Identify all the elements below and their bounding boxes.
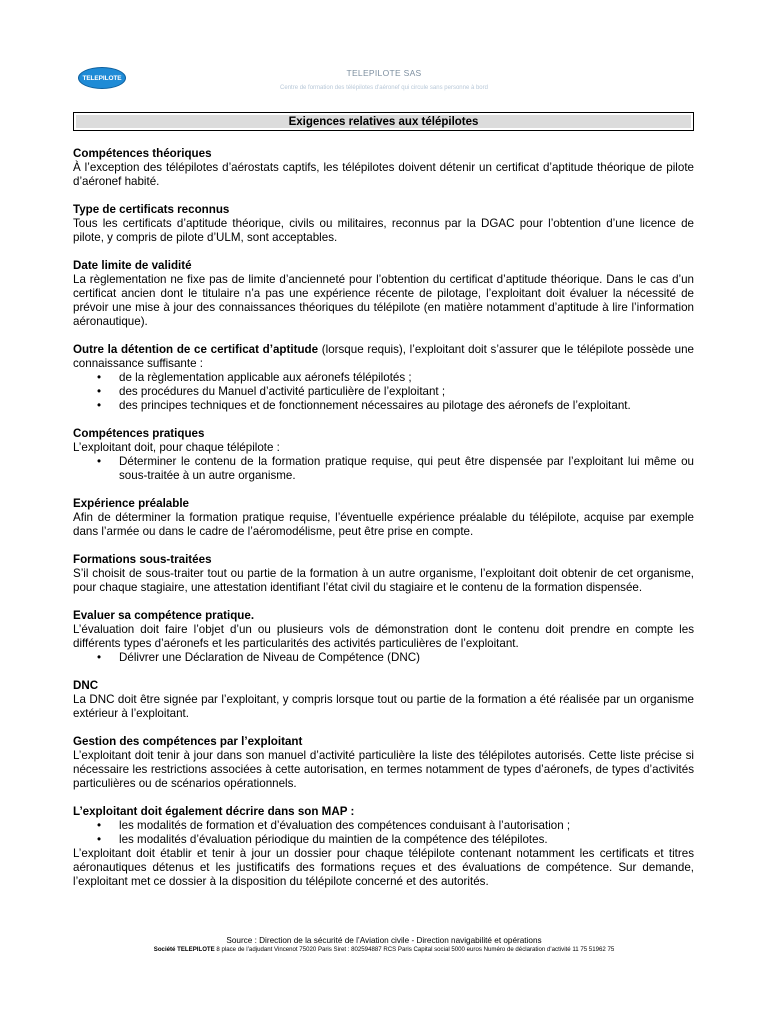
list-item [73, 399, 694, 413]
section-heading: Gestion des compétences par l’exploitant [73, 735, 303, 748]
section-after-text: L’exploitant doit établir et tenir à jour un dossier pour chaque télépilote contenant notamment les certificats et titres aéronautiques détenus et les justificatifs des formations reçues et des évaluations de compétence. Sur demande, l’exploitant met ce dossier à la disposition du télépilote concerné et des autorités. [73, 847, 694, 888]
footer-company-details: 8 place de l’adjudant Vincenot 75020 Paris Siret : 802594887 RCS Paris Capital social 5000 euros Numéro de déclaration d’activité 11 75 51962 75 [214, 946, 615, 953]
bullet-icon: • [97, 455, 102, 468]
section-experience-prealable [73, 497, 694, 539]
bullet-list [73, 651, 694, 665]
bullet-list [73, 371, 694, 413]
document-title: Exigences relatives aux télépilotes [76, 115, 691, 128]
section-text: L’exploitant doit tenir à jour dans son manuel d’activité particulière la liste des télépilotes autorisés. Cette liste précise si nécessaire les restrictions associées à cette autorisation, en termes notamment de types d’aéronefs, de types d’activités particulières ou de scénarios opérationnels. [73, 749, 694, 790]
list-item-text: Délivrer une Déclaration de Niveau de Compétence (DNC) [119, 651, 420, 664]
page-footer [0, 936, 768, 953]
list-item [73, 385, 694, 399]
section-type-certificats [73, 203, 694, 245]
list-item-text: des principes techniques et de fonctionnement nécessaires au pilotage des aéronefs de l’exploitant. [119, 399, 631, 412]
section-heading: Outre la détention de ce certificat d’aptitude [73, 343, 319, 356]
list-item-text: les modalités d’évaluation périodique du maintien de la compétence des télépilotes. [119, 833, 548, 846]
section-heading: Date limite de validité [73, 259, 192, 272]
section-competences-pratiques [73, 427, 694, 483]
section-heading: L’exploitant doit également décrire dans son MAP : [73, 805, 355, 818]
bullet-icon: • [97, 371, 102, 384]
section-text: L’exploitant doit, pour chaque télépilote : [73, 441, 280, 454]
section-paragraph [73, 343, 694, 371]
section-text: À l’exception des télépilotes d’aérostats captifs, les télépilotes doivent détenir un certificat d’aptitude théorique de pilote d’aéronef habité. [73, 161, 694, 188]
section-map [73, 805, 694, 889]
list-item [73, 819, 694, 833]
section-date-limite [73, 259, 694, 329]
section-text: Tous les certificats d’aptitude théorique, civils ou militaires, reconnus par la DGAC pour l’obtention d’une licence de pilote, y compris de pilote d’ULM, sont acceptables. [73, 217, 694, 244]
section-heading: Compétences théoriques [73, 147, 212, 160]
footer-company-info [0, 946, 768, 953]
section-outre-detention [73, 343, 694, 413]
bullet-list [73, 819, 694, 847]
section-text: Afin de déterminer la formation pratique requise, l’éventuelle expérience préalable du télépilote, acquise par exemple dans l’armée ou dans le cadre de l’aéromodélisme, peut être prise en compte. [73, 511, 694, 538]
section-heading: Expérience préalable [73, 497, 189, 510]
list-item-text: de la règlementation applicable aux aéronefs télépilotés ; [119, 371, 412, 384]
section-heading: Formations sous-traitées [73, 553, 212, 566]
bullet-icon: • [97, 833, 102, 846]
section-evaluer-competence [73, 609, 694, 665]
list-item [73, 833, 694, 847]
bullet-list [73, 455, 694, 483]
list-item [73, 371, 694, 385]
section-formations-sous-traitees [73, 553, 694, 595]
company-tagline: Centre de formation des télépilotes d'aéronef qui circule sans personne à bord [280, 85, 488, 91]
bullet-icon: • [97, 651, 102, 664]
footer-company-name: Société TELEPILOTE [153, 946, 215, 953]
section-heading: Evaluer sa compétence pratique. [73, 609, 255, 622]
list-item [73, 651, 694, 665]
section-dnc [73, 679, 694, 721]
section-gestion-competences [73, 735, 694, 791]
list-item-text: Déterminer le contenu de la formation pratique requise, qui peut être dispensée par l’exploitant lui même ou sous-traitée à un autre organisme. [119, 455, 694, 482]
footer-source: Source : Direction de la sécurité de l’Aviation civile - Direction navigabilité et opérations [226, 936, 542, 945]
section-text: La DNC doit être signée par l’exploitant, y compris lorsque tout ou partie de la formation a été réalisée par un organisme extérieur à l’exploitant. [73, 693, 694, 720]
bullet-icon: • [97, 399, 102, 412]
page-header [0, 0, 768, 100]
section-heading: Type de certificats reconnus [73, 203, 230, 216]
section-text: La règlementation ne fixe pas de limite d’ancienneté pour l’obtention du certificat d’aptitude théorique. Dans le cas d’un certificat ancien dont le titulaire n’a pas une expérience récente de pilotage, l’exploitant doit évaluer la nécessité de prévoir une mise à jour des connaissances théoriques du télépilote (en matière notamment d’aptitude à lire l’information aéronautique). [73, 273, 694, 328]
section-text: L’évaluation doit faire l’objet d’un ou plusieurs vols de démonstration dont le contenu doit prendre en compte les différents types d’aéronefs et les particularités des activités particulières de l’exploitant. [73, 623, 694, 650]
section-competences-theoriques [73, 147, 694, 189]
list-item [73, 455, 694, 483]
section-heading: DNC [73, 679, 99, 692]
logo-text: TELEPILOTE [82, 74, 122, 82]
section-heading: Compétences pratiques [73, 427, 205, 440]
bullet-icon: • [97, 385, 102, 398]
bullet-icon: • [97, 819, 102, 832]
company-name: TELEPILOTE SAS [346, 68, 422, 78]
list-item-text: les modalités de formation et d’évaluation des compétences conduisant à l’autorisation ; [119, 819, 571, 832]
section-inline-text: (lorsque requis), l’exploitant doit s’assurer que le télépilote possède une connaissance suffisante : [73, 343, 694, 370]
section-text: S’il choisit de sous-traiter tout ou partie de la formation à un autre organisme, l’exploitant doit obtenir de cet organisme, pour chaque stagiaire, une attestation identifiant l’état civil du stagiaire et le contenu de la formation dispensée. [73, 567, 694, 594]
document-body [73, 147, 694, 903]
document-title-box [73, 112, 694, 131]
list-item-text: des procédures du Manuel d’activité particulière de l’exploitant ; [119, 385, 446, 398]
